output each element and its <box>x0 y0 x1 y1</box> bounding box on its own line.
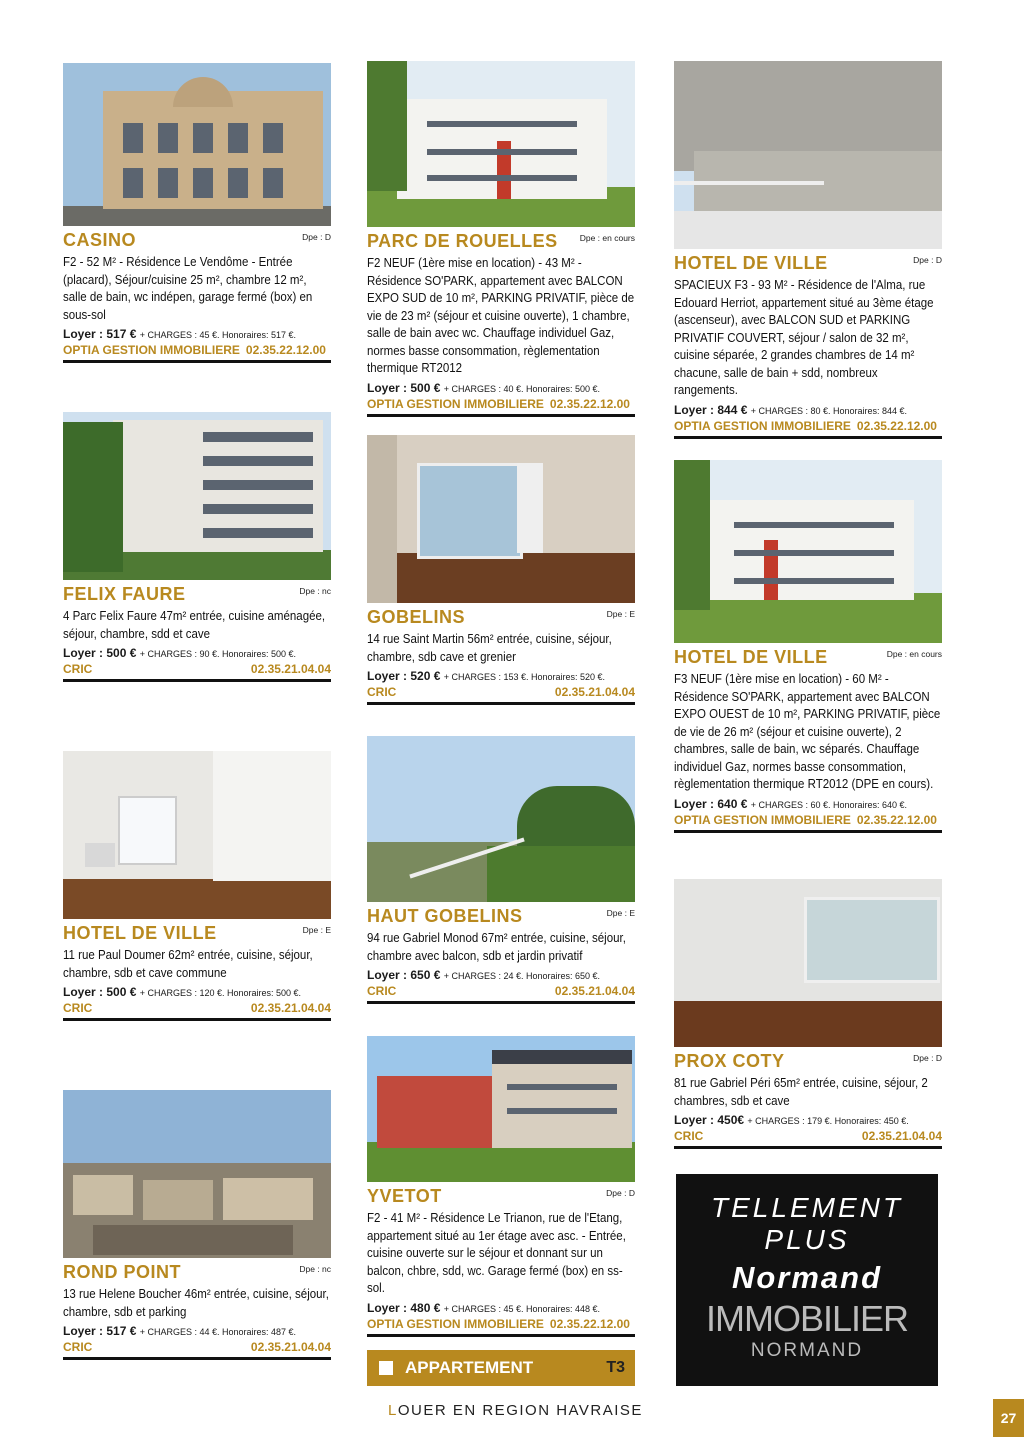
listing-title: HOTEL DE VILLE <box>63 923 217 943</box>
charges-text: + CHARGES : 44 €. Honoraires: 487 €. <box>139 1327 297 1337</box>
agency-phone[interactable]: 02.35.22.12.00 <box>549 396 630 411</box>
agency-line <box>63 343 331 363</box>
square-icon <box>379 1361 393 1375</box>
dpe-label: Dpe : E <box>302 925 331 935</box>
agency-line <box>367 984 635 1004</box>
listing-description: 4 Parc Felix Faure 47m² entrée, cuisine aménagée, séjour, chambre, sdd et cave <box>63 609 326 641</box>
agency-name: OPTIA GESTION IMMOBILIERE <box>367 396 544 411</box>
listing-title: CASINO <box>63 230 137 250</box>
rent-value: Loyer : 640 € <box>674 796 748 811</box>
rent-value: Loyer : 650 € <box>367 968 441 982</box>
listing-description: 11 rue Paul Doumer 62m² entrée, cuisine, séjour, chambre, sdb et cave commune <box>63 948 313 980</box>
listing-hotel-de-ville-1[interactable] <box>63 751 331 1021</box>
page-number: 27 <box>993 1399 1024 1437</box>
rent-line <box>367 669 635 683</box>
listing-title: HOTEL DE VILLE <box>674 253 828 273</box>
listing-description: F3 NEUF (1ère mise en location) - 60 M² - Résidence SO'PARK, appartement avec BALCON EXPO OUEST de 10 m², PARKING PRIVATIF, pièce de vie de 26 m² (séjour et cuisine ouverte), 2 chambres, salle de bain, wc séparés. Chauffage individuel Gaz, normes basse consommation, règlementation thermique RT2012 (DPE en cours). <box>674 672 941 791</box>
agency-line <box>63 1001 331 1021</box>
agency-phone[interactable]: 02.35.21.04.04 <box>554 685 635 699</box>
listing-felix-faure[interactable] <box>63 412 331 682</box>
photo-gobelins <box>367 435 635 603</box>
listing-hotel-de-ville-2[interactable] <box>674 61 942 439</box>
rent-value: Loyer : 517 € <box>63 327 137 341</box>
dpe-label: Dpe : D <box>913 255 942 265</box>
photo-felix-faure <box>63 412 331 580</box>
agency-phone[interactable]: 02.35.21.04.04 <box>554 984 635 998</box>
photo-hotel-de-ville-1 <box>63 751 331 919</box>
footer-text: OUER EN REGION HAVRAISE <box>397 1402 643 1419</box>
listing-description: F2 NEUF (1ère mise en location) - 43 M² - Résidence SO'PARK, appartement avec BALCON EXPO SUD de 10 m², PARKING PRIVATIF, pièce de vie de 23 m² (séjour et cuisine ouverte), 1 chambre, salle de bain avec wc. Chauffage individuel Gaz, normes basse consommation, règlementation thermique RT2012 <box>367 256 635 375</box>
listing-description: F2 - 52 M² - Résidence Le Vendôme - Entrée (placard), Séjour/cuisine 25 m², chambre 12 m², salle de bain, wc indépen, garage fermé (box) en sous-sol <box>63 255 313 322</box>
agency-line <box>367 685 635 705</box>
agency-line <box>674 813 942 833</box>
charges-text: + CHARGES : 153 €. Honoraires: 520 €. <box>443 672 606 682</box>
advertisement-tellement-plus-normand[interactable] <box>676 1174 938 1386</box>
charges-text: + CHARGES : 120 €. Honoraires: 500 €. <box>139 988 302 998</box>
agency-phone[interactable]: 02.35.22.12.00 <box>245 343 326 357</box>
photo-rond-point <box>63 1090 331 1258</box>
listing-title: PROX COTY <box>674 1051 785 1071</box>
dpe-label: Dpe : E <box>606 908 635 918</box>
agency-name: OPTIA GESTION IMMOBILIERE <box>367 1316 544 1331</box>
agency-line <box>63 1340 331 1360</box>
dpe-label: Dpe : D <box>302 232 331 242</box>
ad-line-2: PLUS <box>764 1224 850 1255</box>
agency-line <box>367 1317 635 1337</box>
photo-prox-coty <box>674 879 942 1047</box>
listing-hotel-de-ville-3[interactable] <box>674 460 942 833</box>
page-footer <box>388 1402 643 1419</box>
listing-description: F2 - 41 M² - Résidence Le Trianon, rue de l'Etang, appartement situé au 1er étage avec asc. - Entrée, cuisine ouverte sur le séjour et donnant sur un balcon, chbre, sdd, wc. Garage fermé (box) en ss-sol. <box>367 1211 626 1295</box>
agency-name: CRIC <box>367 685 397 699</box>
charges-text: + CHARGES : 80 €. Honoraires: 844 €. <box>750 405 908 416</box>
agency-line <box>63 662 331 682</box>
banner-type: T3 <box>606 1359 625 1376</box>
rent-line <box>63 1324 331 1338</box>
agency-phone[interactable]: 02.35.22.12.00 <box>549 1316 630 1331</box>
rent-value: Loyer : 500 € <box>367 380 441 395</box>
dpe-label: Dpe : en cours <box>579 233 635 243</box>
agency-phone[interactable]: 02.35.22.12.00 <box>856 418 937 433</box>
agency-name: CRIC <box>63 662 93 676</box>
photo-casino <box>63 63 331 226</box>
photo-hotel-de-ville-2 <box>674 61 942 249</box>
agency-line <box>674 1129 942 1149</box>
listing-title: FELIX FAURE <box>63 584 186 604</box>
rent-line <box>674 403 942 417</box>
agency-phone[interactable]: 02.35.22.12.00 <box>856 812 937 827</box>
listing-title: HAUT GOBELINS <box>367 906 523 926</box>
rent-value: Loyer : 480 € <box>367 1300 441 1315</box>
ad-line-4: IMMOBILIER <box>705 1298 909 1339</box>
listing-haut-gobelins[interactable] <box>367 736 635 1004</box>
agency-phone[interactable]: 02.35.21.04.04 <box>250 1001 331 1015</box>
rent-value: Loyer : 520 € <box>367 669 441 683</box>
photo-hotel-de-ville-3 <box>674 460 942 643</box>
agency-name: OPTIA GESTION IMMOBILIERE <box>674 418 851 433</box>
charges-text: + CHARGES : 45 €. Honoraires: 448 €. <box>443 1303 601 1314</box>
agency-name: OPTIA GESTION IMMOBILIERE <box>63 343 240 357</box>
listing-title: YVETOT <box>367 1186 442 1206</box>
listing-description: 94 rue Gabriel Monod 67m² entrée, cuisine, séjour, chambre avec balcon, sdb et jardin privatif <box>367 931 626 963</box>
footer-initial: L <box>388 1402 398 1419</box>
rent-line <box>674 797 942 811</box>
listing-prox-coty[interactable] <box>674 879 942 1149</box>
ad-line-3: Normand <box>731 1260 883 1295</box>
listing-description: SPACIEUX F3 - 93 M² - Résidence de l'Alma, rue Edouard Herriot, appartement situé au 3ème étage (ascenseur), avec BALCON SUD et PARKING PRIVATIF COUVERT, séjour / salon de 32 m², cuisine séparée, 2 grandes chambres de 14 m² chacune, salle de bain + sdd, nombreux rangements. <box>674 278 934 397</box>
listing-title: GOBELINS <box>367 607 466 627</box>
agency-name: CRIC <box>367 984 397 998</box>
charges-text: + CHARGES : 24 €. Honoraires: 650 €. <box>443 971 601 981</box>
listing-gobelins[interactable] <box>367 435 635 705</box>
rent-line <box>674 1113 942 1127</box>
charges-text: + CHARGES : 45 €. Honoraires: 517 €. <box>139 330 297 340</box>
dpe-label: Dpe : D <box>913 1053 942 1063</box>
rent-line <box>63 985 331 999</box>
rent-value: Loyer : 500 € <box>63 646 137 660</box>
ad-line-1: TELLEMENT <box>711 1192 903 1223</box>
photo-haut-gobelins <box>367 736 635 902</box>
dpe-label: Dpe : nc <box>299 1264 331 1274</box>
category-banner <box>367 1350 635 1386</box>
agency-phone[interactable]: 02.35.21.04.04 <box>250 1340 331 1354</box>
charges-text: + CHARGES : 40 €. Honoraires: 500 €. <box>443 383 601 394</box>
listing-description: 13 rue Helene Boucher 46m² entrée, cuisine, séjour, chambre, sdb et parking <box>63 1287 329 1319</box>
listing-rond-point[interactable] <box>63 1090 331 1360</box>
agency-line <box>674 419 942 439</box>
listing-casino[interactable] <box>63 63 331 363</box>
rent-line <box>63 327 331 341</box>
listing-title: ROND POINT <box>63 1262 182 1282</box>
photo-parc-de-rouelles <box>367 61 635 227</box>
banner-label: APPARTEMENT <box>405 1358 534 1377</box>
ad-line-5: NORMAND <box>750 1340 864 1361</box>
rent-line <box>367 1301 635 1315</box>
rent-value: Loyer : 500 € <box>63 985 137 999</box>
rent-line <box>367 968 635 982</box>
agency-phone[interactable]: 02.35.21.04.04 <box>250 662 331 676</box>
agency-name: OPTIA GESTION IMMOBILIERE <box>674 812 851 827</box>
charges-text: + CHARGES : 179 €. Honoraires: 450 €. <box>747 1116 909 1126</box>
agency-phone[interactable]: 02.35.21.04.04 <box>861 1129 942 1143</box>
dpe-label: Dpe : D <box>606 1188 635 1198</box>
dpe-label: Dpe : E <box>606 609 635 619</box>
charges-text: + CHARGES : 60 €. Honoraires: 640 €. <box>750 799 908 810</box>
rent-value: Loyer : 844 € <box>674 402 748 417</box>
agency-name: CRIC <box>63 1001 93 1015</box>
photo-yvetot <box>367 1036 635 1182</box>
agency-name: CRIC <box>674 1129 704 1143</box>
rent-value: Loyer : 450€ <box>674 1113 745 1127</box>
dpe-label: Dpe : nc <box>299 586 331 596</box>
rent-line <box>367 381 635 395</box>
listing-title: PARC DE ROUELLES <box>367 231 558 251</box>
agency-name: CRIC <box>63 1340 93 1354</box>
charges-text: + CHARGES : 90 €. Honoraires: 500 €. <box>139 649 297 659</box>
dpe-label: Dpe : en cours <box>886 649 942 659</box>
listing-description: 81 rue Gabriel Péri 65m² entrée, cuisine, séjour, 2 chambres, sdb et cave <box>674 1076 928 1108</box>
rent-value: Loyer : 517 € <box>63 1324 137 1338</box>
listing-parc-de-rouelles[interactable] <box>367 61 635 417</box>
listing-yvetot[interactable] <box>367 1036 635 1337</box>
listing-description: 14 rue Saint Martin 56m² entrée, cuisine, séjour, chambre, sdb cave et grenier <box>367 632 612 664</box>
agency-line <box>367 397 635 417</box>
rent-line <box>63 646 331 660</box>
listing-title: HOTEL DE VILLE <box>674 647 828 667</box>
